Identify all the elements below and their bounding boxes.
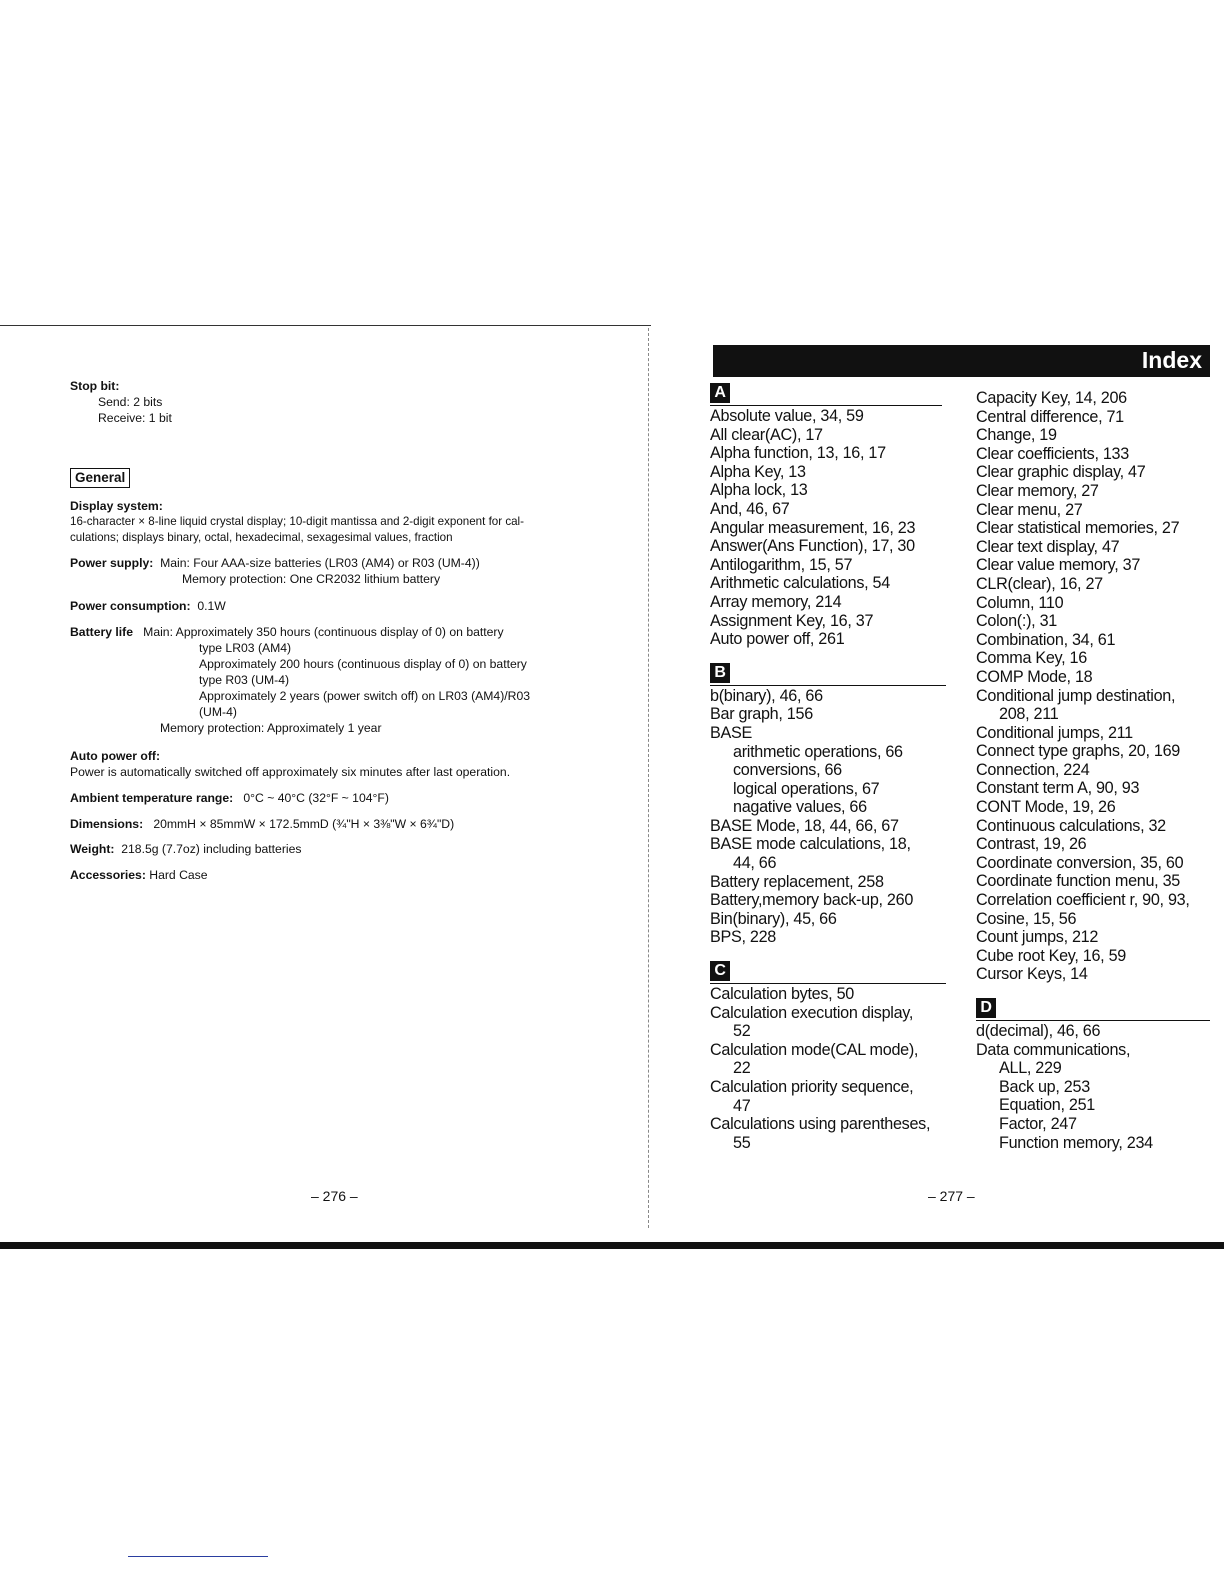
index-entry: Conditional jump destination, <box>976 686 1176 705</box>
ambient-label: Ambient temperature range: <box>70 791 234 805</box>
index-entry: Cosine, 15, 56 <box>976 909 1077 928</box>
power-supply-memory: Memory protection: One CR2032 lithium battery <box>182 572 441 586</box>
auto-power-off-text: Power is automatically switched off approximately six minutes after last operation. <box>70 765 511 779</box>
index-entry: Continuous calculations, 32 <box>976 816 1166 835</box>
dimensions-block <box>70 816 610 832</box>
index-entry: Equation, 251 <box>999 1096 1096 1115</box>
letter-header-a <box>710 383 950 405</box>
index-entry: Answer(Ans Function), 17, 30 <box>710 537 915 556</box>
display-system-label: Display system: <box>70 499 163 513</box>
index-entry: COMP Mode, 18 <box>976 667 1093 686</box>
letter-a-box: A <box>710 383 730 403</box>
index-entry: BASE <box>710 723 752 742</box>
index-entry: Capacity Key, 14, 206 <box>976 389 1127 407</box>
index-entry: 52 <box>733 1022 751 1041</box>
index-entry: Cube root Key, 16, 59 <box>976 946 1126 965</box>
letter-b-box: B <box>710 663 730 683</box>
index-entry: Alpha function, 13, 16, 17 <box>710 444 886 463</box>
index-entry: Change, 19 <box>976 426 1057 445</box>
index-entry: Auto power off, 261 <box>710 630 845 649</box>
battery-life-block <box>70 624 610 736</box>
index-group-b <box>710 687 950 947</box>
power-consumption-label: Power consumption: <box>70 599 191 613</box>
dimensions-label: Dimensions: <box>70 817 144 831</box>
index-entry: Antilogarithm, 15, 57 <box>710 555 853 574</box>
index-entry: Battery replacement, 258 <box>710 872 884 891</box>
letter-header-d <box>976 998 1216 1020</box>
index-entry: Cursor Keys, 14 <box>976 965 1088 984</box>
index-entry: Bin(binary), 45, 66 <box>710 909 837 928</box>
letter-b-rule <box>710 685 946 686</box>
page-number-right: – 277 – <box>928 1188 975 1204</box>
display-system-block <box>70 498 610 546</box>
index-entry: Constant term A, 90, 93 <box>976 779 1140 798</box>
index-entry: Function memory, 234 <box>999 1133 1153 1152</box>
display-system-line2: culations; displays binary, octal, hexadecimal, sexagesimal values, fraction <box>70 531 453 544</box>
index-entry: Calculations using parentheses, <box>710 1115 931 1134</box>
index-entry: 44, 66 <box>733 854 777 873</box>
ambient-value: 0°C ~ 40°C (32°F ~ 104°F) <box>243 791 389 805</box>
stop-bit-block <box>70 378 610 426</box>
index-entry: Angular measurement, 16, 23 <box>710 518 916 537</box>
index-entry: Central difference, 71 <box>976 407 1124 426</box>
index-entry: Clear graphic display, 47 <box>976 463 1146 482</box>
accessories-block <box>70 867 610 883</box>
index-entry: Column, 110 <box>976 593 1064 612</box>
index-entry: Factor, 247 <box>999 1114 1077 1133</box>
bottom-bar <box>0 1242 1224 1249</box>
index-entry: Correlation coefficient r, 90, 93, <box>976 891 1190 910</box>
index-entry: logical operations, 67 <box>733 779 880 798</box>
index-group-d <box>976 1022 1216 1152</box>
ambient-block <box>70 790 610 806</box>
letter-d-rule <box>976 1020 1210 1021</box>
general-heading: General <box>70 468 130 488</box>
letter-a-rule <box>710 405 942 406</box>
battery-life-memory: Memory protection: Approximately 1 year <box>160 721 382 735</box>
index-entry: Clear menu, 27 <box>976 500 1083 519</box>
letter-d-box: D <box>976 998 996 1018</box>
index-entry: BPS, 228 <box>710 928 776 947</box>
index-entry: 55 <box>733 1133 751 1152</box>
index-group-c-continued <box>976 389 1216 984</box>
page-number-left: – 276 – <box>311 1188 358 1204</box>
index-entry: Absolute value, 34, 59 <box>710 407 864 425</box>
index-entry: Clear statistical memories, 27 <box>976 519 1180 538</box>
index-entry: 47 <box>733 1096 751 1115</box>
index-entry: b(binary), 46, 66 <box>710 686 823 705</box>
index-entry: Clear value memory, 37 <box>976 556 1141 575</box>
index-entry: Connection, 224 <box>976 760 1090 779</box>
index-entry: Assignment Key, 16, 37 <box>710 611 874 630</box>
index-entry: Colon(:), 31 <box>976 612 1057 631</box>
index-entry: Alpha lock, 13 <box>710 481 808 500</box>
index-column-1 <box>710 383 950 1152</box>
index-entry: Combination, 34, 61 <box>976 630 1116 649</box>
index-entry: Arithmetic calculations, 54 <box>710 574 890 593</box>
battery-life-main1: Main: Approximately 350 hours (continuous display of 0) on battery <box>143 625 504 639</box>
power-supply-label: Power supply: <box>70 556 154 570</box>
display-system-line1: 16-character × 8-line liquid crystal display; 10-digit mantissa and 2-digit exponent for cal- <box>70 515 524 528</box>
index-group-c <box>710 985 950 1152</box>
battery-life-main5: Approximately 2 years (power switch off) on LR03 (AM4)/R03 <box>199 689 531 703</box>
index-header-bar <box>713 345 1210 377</box>
letter-header-b <box>710 663 950 685</box>
index-entry: Bar graph, 156 <box>710 705 813 724</box>
page-fold <box>648 328 650 1228</box>
power-consumption-value: 0.1W <box>197 599 226 613</box>
accessories-value: Hard Case <box>149 868 208 882</box>
send-value: Send: 2 bits <box>98 395 163 409</box>
index-entry: All clear(AC), 17 <box>710 425 823 444</box>
index-group-a <box>710 407 950 649</box>
index-entry: Calculation execution display, <box>710 1003 914 1022</box>
index-entry: arithmetic operations, 66 <box>733 742 903 761</box>
index-entry: Battery,memory back-up, 260 <box>710 891 914 910</box>
auto-power-off-label: Auto power off: <box>70 749 161 763</box>
index-entry: CONT Mode, 19, 26 <box>976 798 1116 817</box>
index-entry: CLR(clear), 16, 27 <box>976 574 1103 593</box>
battery-life-main2: type LR03 (AM4) <box>199 641 292 655</box>
power-consumption-block <box>70 598 610 614</box>
weight-value: 218.5g (7.7oz) including batteries <box>121 842 302 856</box>
stop-bit-label: Stop bit: <box>70 379 120 393</box>
index-entry: Coordinate conversion, 35, 60 <box>976 853 1184 872</box>
index-entry: Conditional jumps, 211 <box>976 723 1133 742</box>
battery-life-main4: type R03 (UM-4) <box>199 673 290 687</box>
dimensions-value: 20mmH × 85mmW × 172.5mmD (¾"H × 3⅜"W × 6¾"D) <box>153 817 455 831</box>
index-entry: Calculation mode(CAL mode), <box>710 1040 919 1059</box>
index-entry: d(decimal), 46, 66 <box>976 1022 1101 1040</box>
index-entry: Clear memory, 27 <box>976 481 1099 500</box>
index-entry: Array memory, 214 <box>710 592 842 611</box>
letter-c-rule <box>710 983 946 984</box>
general-heading-wrap <box>70 468 610 488</box>
index-entry: And, 46, 67 <box>710 499 790 518</box>
index-entry: Calculation priority sequence, <box>710 1078 914 1096</box>
index-entry: Clear coefficients, 133 <box>976 444 1129 463</box>
battery-life-main3: Approximately 200 hours (continuous display of 0) on battery <box>199 657 527 671</box>
power-supply-block <box>70 555 610 587</box>
index-column-2 <box>976 389 1216 1152</box>
accessories-label: Accessories: <box>70 868 146 882</box>
index-entry: Count jumps, 212 <box>976 928 1099 947</box>
index-entry: Comma Key, 16 <box>976 649 1087 668</box>
index-entry: 208, 211 <box>999 705 1059 724</box>
weight-block <box>70 841 610 857</box>
auto-power-off-block <box>70 748 610 780</box>
letter-header-c <box>710 961 950 983</box>
index-entry: Back up, 253 <box>999 1077 1090 1096</box>
index-entry: BASE mode calculations, 18, <box>710 835 911 854</box>
index-entry: Clear text display, 47 <box>976 537 1120 556</box>
power-supply-main: Main: Four AAA-size batteries (LR03 (AM4) or R03 (UM-4)) <box>160 556 480 570</box>
index-entry: BASE Mode, 18, 44, 66, 67 <box>710 816 899 835</box>
index-entry: Alpha Key, 13 <box>710 462 806 481</box>
index-entry: Contrast, 19, 26 <box>976 835 1087 854</box>
index-entry: nagative values, 66 <box>733 798 867 817</box>
index-title: Index <box>1141 347 1202 373</box>
weight-label: Weight: <box>70 842 115 856</box>
index-entry: Data communications, <box>976 1040 1131 1059</box>
index-entry: 22 <box>733 1059 751 1078</box>
receive-value: Receive: 1 bit <box>98 411 172 425</box>
letter-c-box: C <box>710 961 730 981</box>
battery-life-main6: (UM-4) <box>199 705 237 719</box>
index-entry: conversions, 66 <box>733 761 842 780</box>
index-entry: Calculation bytes, 50 <box>710 985 854 1004</box>
top-rule <box>0 325 651 326</box>
index-entry: ALL, 229 <box>999 1059 1062 1078</box>
battery-life-label: Battery life <box>70 625 133 639</box>
index-entry: Connect type graphs, 20, 169 <box>976 742 1180 761</box>
footer-link-line <box>128 1556 268 1557</box>
index-entry: Coordinate function menu, 35 <box>976 872 1180 891</box>
